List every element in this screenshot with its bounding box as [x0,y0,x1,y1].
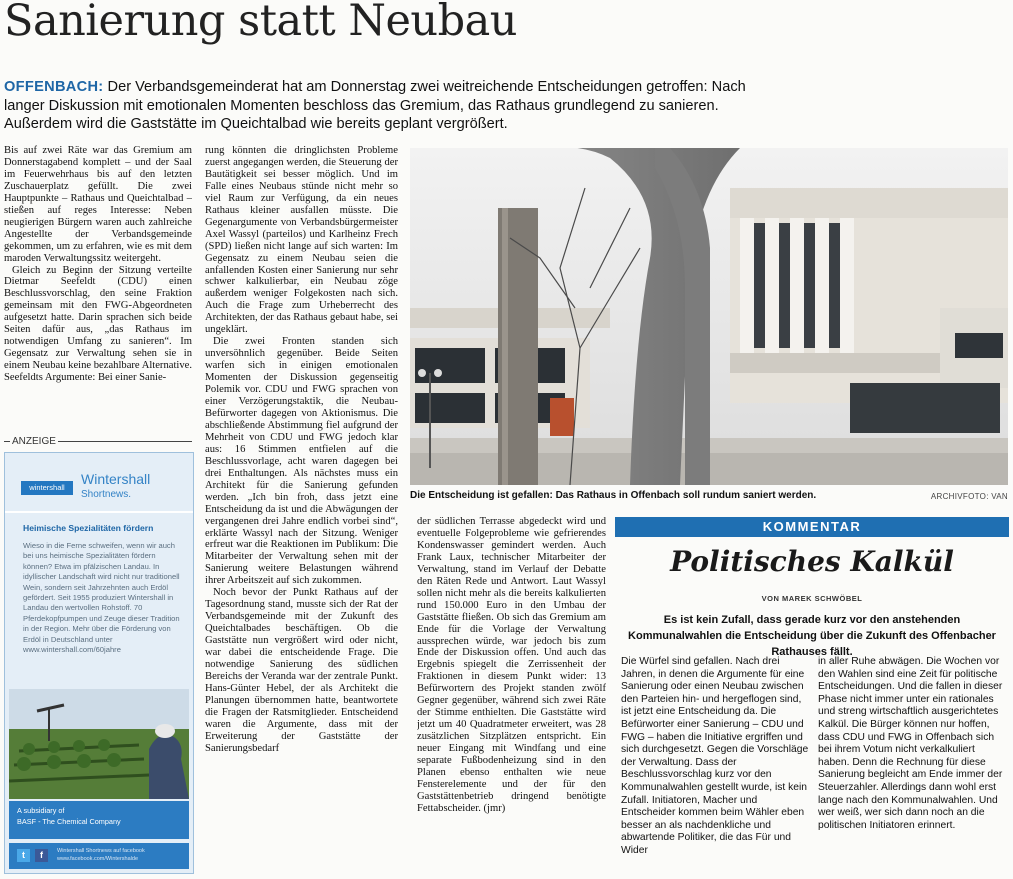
article-column-1 [4,145,192,435]
lead-text: Der Verbandsgemeinderat hat am Donnerstag zwei weitreichende Entscheidungen getroffen: Nach langer Diskussion mit emotionalen Momenten beschloss das Gremium, das Rathaus grundlegend zu sanieren. Außerdem wird die Gaststätte im Queichtalbad wie bereits geplant vergrößert. [4,79,746,132]
photo-credit: ARCHIVFOTO: VAN [930,492,1008,501]
rathaus-photo [410,148,1008,485]
paragraph: Noch bevor der Punkt Rathaus auf der Tagesordnung stand, musste sich der Rat der Verbandsgemeinde mit der Zukunft des Queichtalbades beschäftigen. Ob die Gaststätte nun vergrößert wird oder nicht, war dabei die entscheidende Frage. Die notwendige Sanierung des südlichen Bereichs der Veranda war der zentrale Punkt. Hans-Günter Hebel, der als Architekt die Planungen übernommen hatte, beantwortete die Fragen der Ratsmitglieder. Entscheidend waren die Argumente, dass mit der Erweiterung der Gaststätte der Sanierungsbedarf [205,587,398,754]
ad-footer-line2: BASF - The Chemical Company [17,817,121,826]
ad-label [4,436,192,447]
lead-paragraph [4,78,784,134]
dateline: OFFENBACH: [4,79,104,95]
kommentar-author: VON MAREK SCHWÖBEL [761,594,863,603]
article-column-2 [205,145,398,875]
headline: Sanierung statt Neubau [4,0,517,46]
ad-heading: Heimische Spezialitäten fördern [23,523,154,533]
oil-pump-vineyard-image [9,689,189,799]
ad-social-text: Wintershall Shortnews auf facebook www.facebook.com/Wintershalde [57,848,145,862]
ad-footer-line1: A subsidiary of [17,806,65,815]
divider [5,511,193,513]
paragraph: Die Würfel sind gefallen. Nach drei Jahren, in denen die Argumente für eine Sanierung oder einen Neubau zwischen den Parteien hin- und hergeflogen sind, ist jetzt eine Entscheidung da. Die Befürworter einer Sanierung – CDU und FWG – haben die Initiative ergriffen und sich durchgesetzt. Gegen die Vorschläge der Verwaltung. Dass der Beschlussvorschlag kurz vor den Kommunalwahlen gestellt wurde, ist kein Zufall. Initiatoren, Macher und Entscheider kommen beim Wähler eben besser an als nachdenkliche und abwartende Politiker, die das Für und Wider [621,656,809,856]
kommentar-label: KOMMENTAR [615,517,1009,537]
photo-caption: Die Entscheidung ist gefallen: Das Rathaus in Offenbach soll rundum saniert werden. [410,490,817,501]
kommentar-column-1 [621,656,809,874]
ad-social-bar [9,843,189,869]
ad-body: Wieso in die Ferne schweifen, wenn wir auch bei uns heimische Spezialitäten fördern können? Etwa im pfälzischen Landau. In idyllischer Landschaft wird nicht nur traditionell Wein, sondern seit Jahrzehnten auch Erdöl gefördert. Seit 1955 produziert Wintershall in Landau den wertvollen Rohstoff. 70 Pferdekopfpumpen und Zeuge dieser Tradition in der Region. Mehr über die Förderung von Erdöl in Deutschland unter www.wintershall.com/60jahre [23,541,180,655]
kommentar-intro: Es ist kein Zufall, dass gerade kurz vor den anstehenden Kommunalwahlen die Entscheidung über die Zukunft des Offenbacher Rathauses fällt. [628,614,996,658]
paragraph: der südlichen Terrasse abgedeckt wird und eventuelle Folgeprobleme wie gefrierendes Kondenswasser gemindert werden. Auch Frank Laux, technischer Mitarbeiter der Verwaltung, stand im Verlauf der Debatte den Räten Rede und Antwort. Laut Wassyl sollen nicht mehr als die bereits kalkulierten rund 150.000 Euro in den Umbau der Gaststätte fließen. Ob sich das Gremium am Ende für die Vorlage der Verwaltung aussprechen würde, war jedoch bis zum Ende der Diskussion offen. Und auch das Ergebnis spiegelt die Zerrissenheit der Fraktionen in diesem Punkt wider: 13 Befürwortern des Projekt standen zwölf Gegner gegenüber, während sich zwei Räte der Stimme enthielten. Die Gaststätte wird jetzt um 40 Quadratmeter erweitert, was 28 zusätzlichen Sitzplätzen entspricht. Ein neuer Eingang mit Windfang und eine separate Fußbodenheizung sind in den Planen ebenso enthalten wie neue Fensterelemente und der für den Gaststättenbetrieb dringend benötigte Fettabscheider. (jmr) [417,516,606,814]
facebook-icon[interactable]: f [35,849,48,862]
divider [58,441,192,442]
advertisement[interactable] [4,452,194,874]
kommentar-title: Politisches Kalkül [670,545,954,578]
ad-brand: Wintershall [81,471,151,487]
town-hall-image [410,148,1008,485]
paragraph: Gleich zu Beginn der Sitzung verteilte Dietmar Seefeldt (CDU) einen Beschlussvorschlag, den seine Fraktion gemeinsam mit den FWG-Abgeordneten aufgesetzt hatte. Darin sprachen sich beide Seiten dafür aus, „das Rathaus im notwendigen Umfang zu sanieren“. Im Gegensatz zur Verwaltung sehen sie in einem Neubau keine bezahlbare Alternative. Seefeldts Argumente: Bei einer Sanie- [4,264,192,384]
wintershall-logo: wintershall [21,481,73,495]
paragraph: Die zwei Fronten standen sich unversöhnlich gegenüber. Beide Seiten warfen sich in einigen emotionalen Momenten der Diskussion gegenseitig Polemik vor. CDU und FWG sprachen von einer Verzögerungstaktik, die Neubau-Befürworter dagegen von Aktionismus. Die abschließende Abstimmung fiel aufgrund der Mehrheit von CDU und FWG jedoch klar aus: 16 Stimmen entfielen auf die Beschlussvorlage, acht waren dagegen bei drei Enthaltungen. Als nächstes muss ein Architekt für die Sanierung gefunden werden. „Ich bin froh, dass jetzt eine Entscheidung da ist und die Abwägungen der vergangenen drei Jahre endlich vorbei sind“, erklärte Wassyl nach der Sitzung. Weniger erfreut war die Reaktionen im Publikum: Die Mitarbeiter der Verwaltung sehen mit der Sanierung weitere Belastungen während ihrer Arbeitszeit auf sich zukommen. [205,336,398,587]
article-column-3 [417,516,606,876]
kommentar-column-2 [818,656,1006,874]
twitter-icon[interactable]: t [17,849,30,862]
paragraph: Bis auf zwei Räte war das Gremium am Donnerstagabend komplett – und der Saal im Feuerwehrhaus bis auf den letzten Zuschauerplatz gefüllt. Die zwei Hauptpunkte – Rathaus und Queichtalbad – stießen auf reges Interesse: Neben neugierigen Bürgern waren auch zahlreiche Angestellte der Verbandsgemeinde gekommen, um zu erfahren, wie es mit dem maroden Verwaltungssitz weitergeht. [4,145,192,264]
ad-photo [9,689,189,799]
divider [4,441,10,442]
ad-subtitle: Shortnews. [81,489,132,500]
ad-label-text: ANZEIGE [12,436,56,447]
ad-footer [9,801,189,839]
paragraph: rung könnten die dringlichsten Probleme zuerst angegangen werden, die Steuerung der Bautätigkeit sei besser möglich. Und im Falle eines Neubaus stünde nicht mehr so viel Raum zur Verfügung, da ein neues Rathaus kleiner ausfallen müsste. Die Gegenargumente von Verbandsbürgermeister Axel Wassyl (parteilos) und Karlheinz Frech (SPD) ließen nicht lange auf sich warten: Im Gegensatz zu einem Neubau seien die anfallenden Kosten einer Sanierung nur sehr schwer kalkulierbar, ein Neubau zöge außerdem weniger Folgekosten nach sich. Auch die Frage zum Urheberrecht des Architekten, der das Rathaus gebaut habe, sei ungeklärt. [205,145,398,336]
paragraph: in aller Ruhe abwägen. Die Wochen vor den Wahlen sind eine Zeit für politische Entscheidungen. Und die fallen in dieser Phase nicht immer unter ein rationales und streng wirtschaftlich ausgerichtetes Kalkül. Die Bürger können nur hoffen, dass CDU und FWG in Offenbach sich bei ihrem Votum nicht verkalkuliert haben. Denn die Rechnung für diese Sanierung begleicht am Ende immer der Steuerzahler. Allerdings dann wohl erst lange nach den Kommunalwahlen. Und wer weiß, wer sich dann noch an die politischen Initiatoren erinnert. [818,656,1003,831]
